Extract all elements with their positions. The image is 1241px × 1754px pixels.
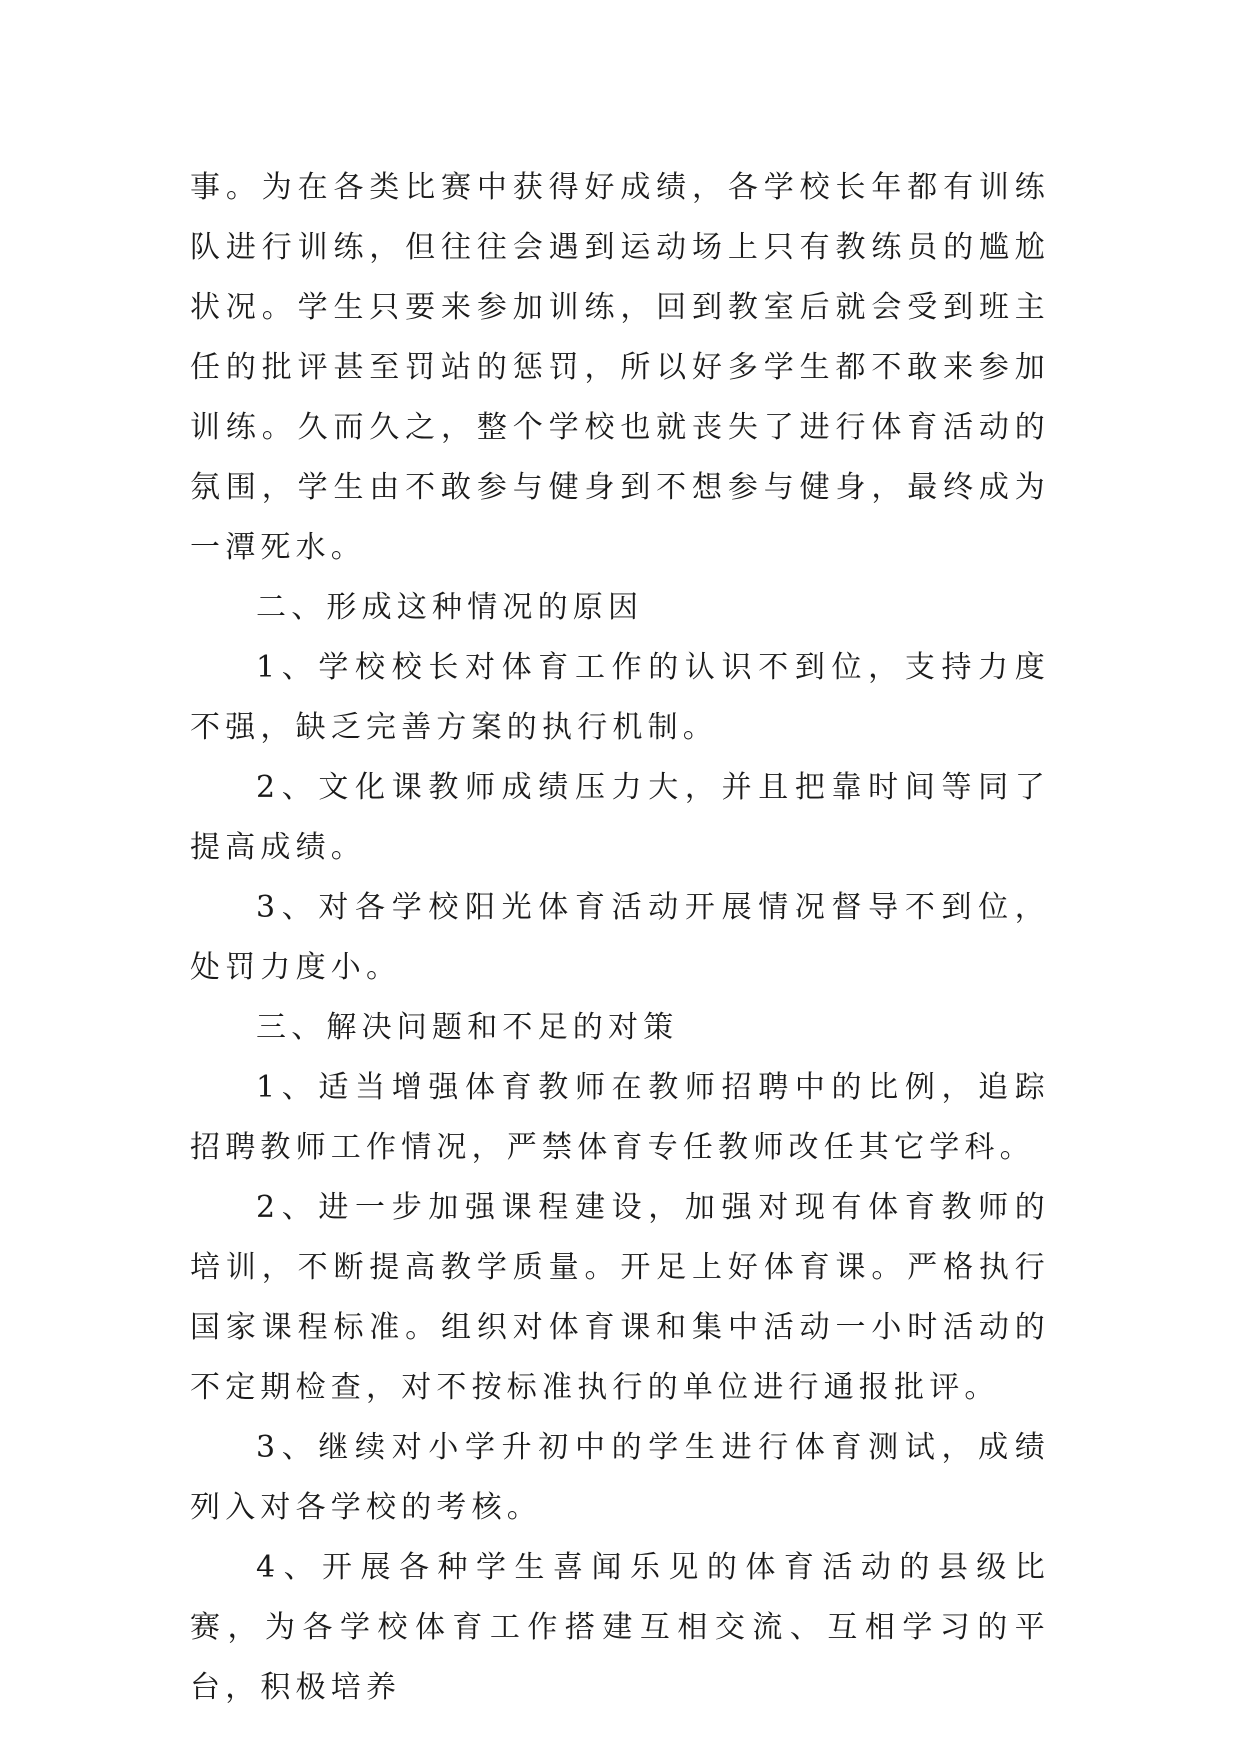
paragraph-continuation: 事。为在各类比赛中获得好成绩，各学校长年都有训练队进行训练，但往往会遇到运动场上只有教练员的尴尬状况。学生只要来参加训练，回到教室后就会受到班主任的批评甚至罚站的惩罚，所以好多学生都不敢来参加训练。久而久之，整个学校也就丧失了进行体育活动的氛围，学生由不敢参与健身到不想参与健身，最终成为一潭死水。 (190, 170, 1050, 565)
document-body (190, 158, 1050, 1718)
solution-item-2: 2、进一步加强课程建设，加强对现有体育教师的培训，不断提高教学质量。开足上好体育课。严格执行国家课程标准。组织对体育课和集中活动一小时活动的不定期检查，对不按标准执行的单位进行通报批评。 (190, 1190, 1050, 1405)
solution-item-4: 4、开展各种学生喜闻乐见的体育活动的县级比赛，为各学校体育工作搭建互相交流、互相学习的平台，积极培养 (190, 1550, 1050, 1705)
cause-item-1: 1、学校校长对体育工作的认识不到位，支持力度不强，缺乏完善方案的执行机制。 (190, 650, 1050, 745)
solution-item-3: 3、继续对小学升初中的学生进行体育测试，成绩列入对各学校的考核。 (190, 1430, 1050, 1525)
cause-item-2: 2、文化课教师成绩压力大，并且把靠时间等同了提高成绩。 (190, 770, 1050, 865)
section-heading-solutions: 三、解决问题和不足的对策 (256, 1010, 679, 1045)
cause-item-3: 3、对各学校阳光体育活动开展情况督导不到位，处罚力度小。 (190, 890, 1050, 985)
section-heading-causes: 二、形成这种情况的原因 (256, 590, 644, 625)
solution-item-1: 1、适当增强体育教师在教师招聘中的比例，追踪招聘教师工作情况，严禁体育专任教师改任其它学科。 (190, 1070, 1050, 1165)
